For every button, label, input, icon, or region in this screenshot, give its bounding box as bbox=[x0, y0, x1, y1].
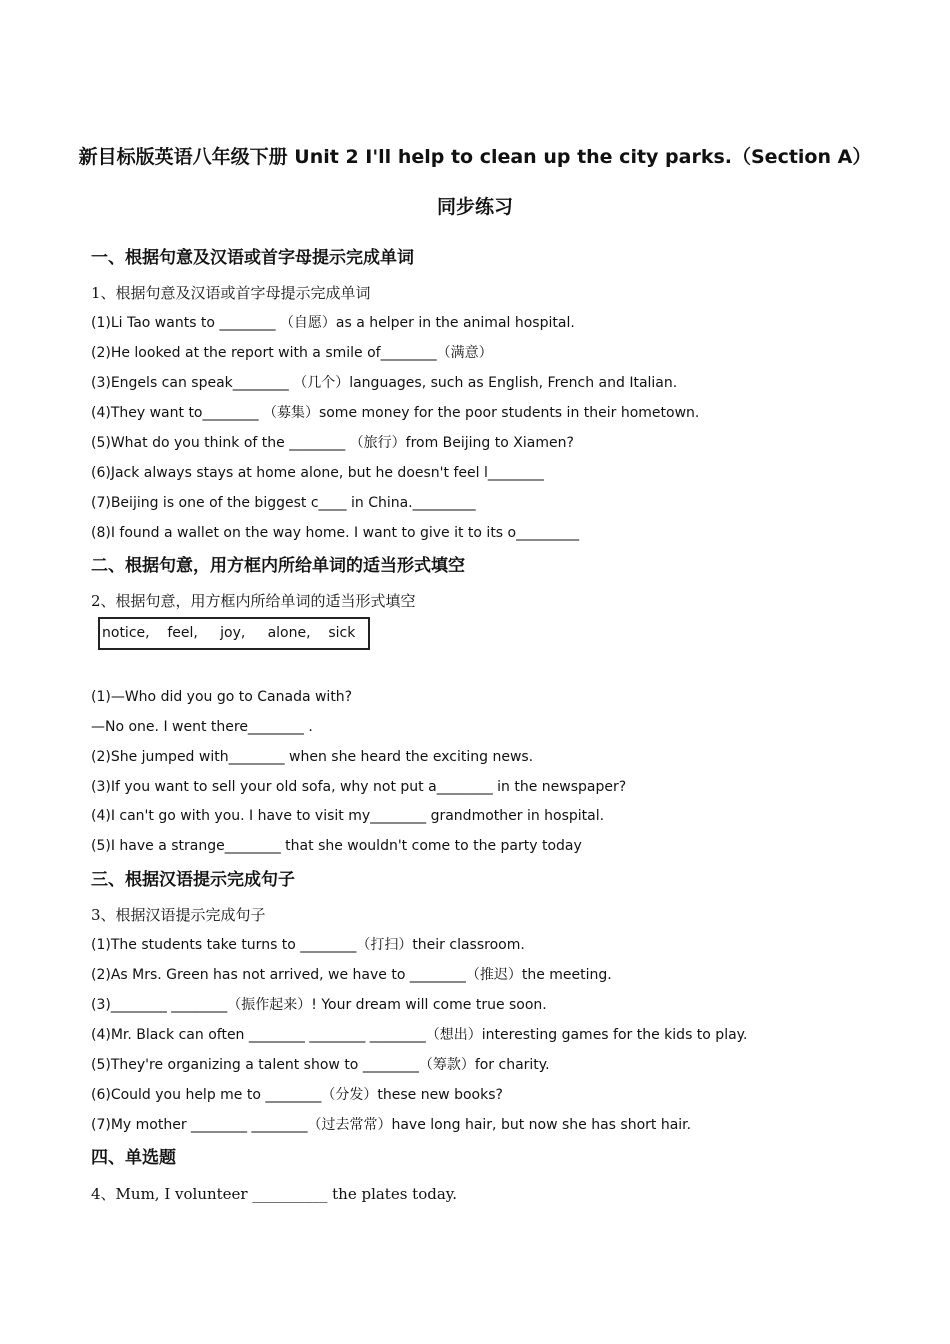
section-heading-4: 四、单选题 bbox=[91, 1148, 176, 1168]
question-2-item: (3)If you want to sell your old sofa, why not put a________ in the newspaper? bbox=[91, 779, 627, 795]
question-2-item: —No one. I went there________ . bbox=[91, 719, 313, 735]
question-3-item: (1)The students take turns to ________（打扫）their classroom. bbox=[91, 937, 525, 953]
question-1-item: (8)I found a wallet on the way home. I want to give it to its o_________ bbox=[91, 525, 580, 541]
question-1-item: (2)He looked at the report with a smile of________（满意） bbox=[91, 345, 493, 361]
section-heading-2: 二、根据句意，用方框内所给单词的适当形式填空 bbox=[91, 556, 465, 576]
question-1-item: (7)Beijing is one of the biggest c____ in China._________ bbox=[91, 495, 476, 511]
question-3-item: (7)My mother ________ ________（过去常常）have long hair, but now she has short hair. bbox=[91, 1117, 692, 1133]
question-2-item: (4)I can't go with you. I have to visit my________ grandmother in hospital. bbox=[91, 808, 605, 824]
document-title: 新目标版英语八年级下册 Unit 2 I'll help to clean up the city parks.（Section A） bbox=[78, 146, 872, 168]
section-heading-1: 一、根据句意及汉语或首字母提示完成单词 bbox=[91, 248, 414, 268]
question-1-item: (1)Li Tao wants to ________ （自愿）as a helper in the animal hospital. bbox=[91, 315, 575, 331]
question-3-item: (4)Mr. Black can often ________ ________ ________（想出）interesting games for the kids to play. bbox=[91, 1027, 748, 1043]
word-bank-box: notice, feel, joy, alone, sick bbox=[98, 617, 370, 650]
question-2-prompt: 2、根据句意，用方框内所给单词的适当形式填空 bbox=[91, 592, 416, 610]
question-2-item: (1)—Who did you go to Canada with? bbox=[91, 689, 353, 705]
document-subtitle: 同步练习 bbox=[436, 196, 513, 218]
question-1-item: (4)They want to________ （募集）some money for the poor students in their hometown. bbox=[91, 405, 700, 421]
question-3-item: (6)Could you help me to ________（分发）these new books? bbox=[91, 1087, 503, 1103]
section-heading-3: 三、根据汉语提示完成句子 bbox=[91, 870, 295, 890]
question-1-prompt: 1、根据句意及汉语或首字母提示完成单词 bbox=[91, 284, 371, 302]
question-3-prompt: 3、根据汉语提示完成句子 bbox=[91, 906, 266, 924]
question-3-item: (5)They're organizing a talent show to ________（筹款）for charity. bbox=[91, 1057, 550, 1073]
question-1-item: (3)Engels can speak________ （几个）languages, such as English, French and Italian. bbox=[91, 375, 678, 391]
question-2-item: (2)She jumped with________ when she heard the exciting news. bbox=[91, 749, 534, 765]
question-3-item: (2)As Mrs. Green has not arrived, we have to ________（推迟）the meeting. bbox=[91, 967, 612, 983]
question-3-item: (3)________ ________（振作起来）! Your dream will come true soon. bbox=[91, 997, 547, 1013]
question-4-prompt: 4、Mum, I volunteer __________ the plates today. bbox=[91, 1185, 458, 1203]
question-2-item: (5)I have a strange________ that she wouldn't come to the party today bbox=[91, 838, 582, 854]
question-1-item: (5)What do you think of the ________ （旅行）from Beijing to Xiamen? bbox=[91, 435, 574, 451]
question-1-item: (6)Jack always stays at home alone, but he doesn't feel l________ bbox=[91, 465, 544, 481]
